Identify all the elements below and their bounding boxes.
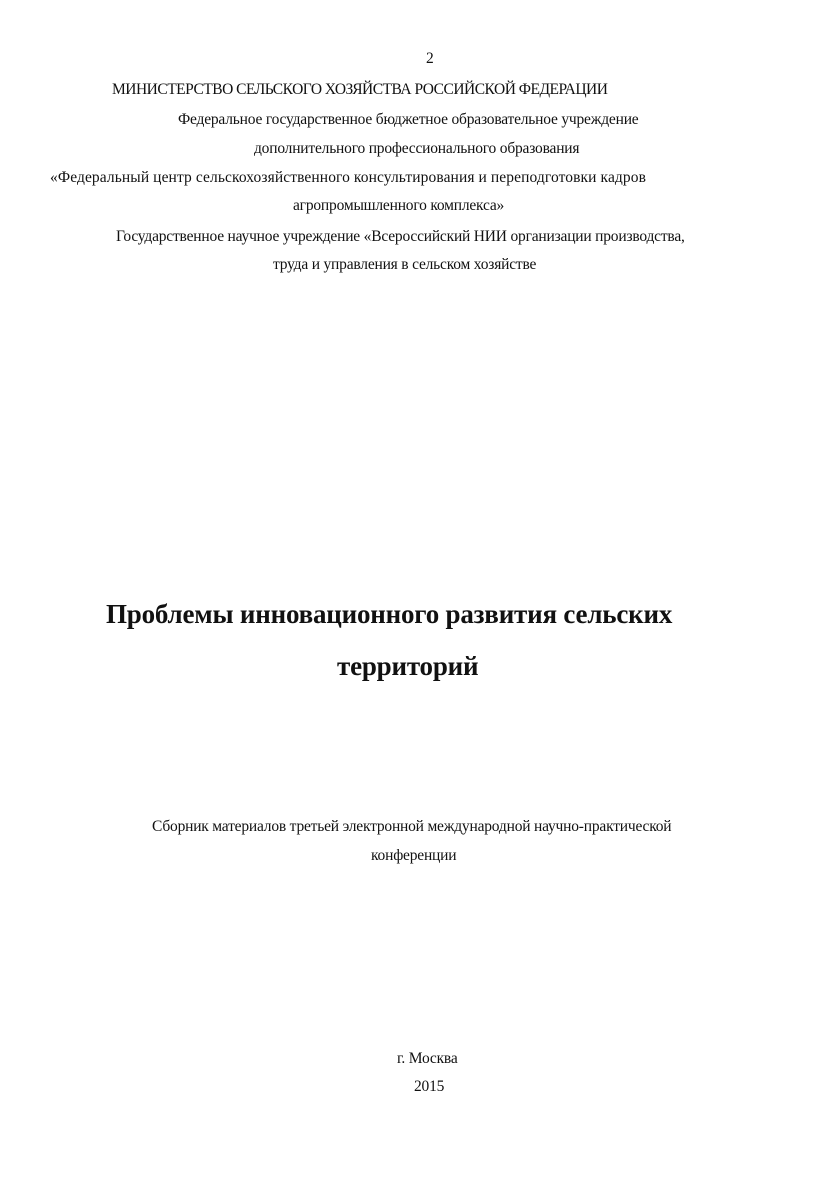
institution-1-line-4: агропромышленного комплекса» — [293, 197, 505, 214]
document-title-line-2: территорий — [337, 651, 479, 681]
ministry-name: МИНИСТЕРСТВО СЕЛЬСКОГО ХОЗЯЙСТВА РОССИЙСКОЙ ФЕДЕРАЦИИ — [112, 81, 608, 98]
document-title-line-1: Проблемы инновационного развития сельских — [106, 599, 673, 629]
institution-2-line-1: Государственное научное учреждение «Всероссийский НИИ организации производства, — [116, 228, 685, 245]
publication-city: г. Москва — [397, 1050, 458, 1067]
institution-1-line-3: «Федеральный центр сельскохозяйственного консультирования и переподготовки кадров — [50, 169, 647, 186]
page-number: 2 — [426, 50, 434, 67]
institution-1-line-1: Федеральное государственное бюджетное образовательное учреждение — [178, 111, 639, 128]
publication-year: 2015 — [414, 1078, 445, 1095]
institution-2-line-2: труда и управления в сельском хозяйстве — [273, 256, 537, 273]
institution-1-line-2: дополнительного профессионального образования — [254, 140, 580, 157]
document-subtitle-line-1: Сборник материалов третьей электронной международной научно-практической — [152, 818, 672, 835]
document-subtitle-line-2: конференции — [371, 847, 457, 864]
